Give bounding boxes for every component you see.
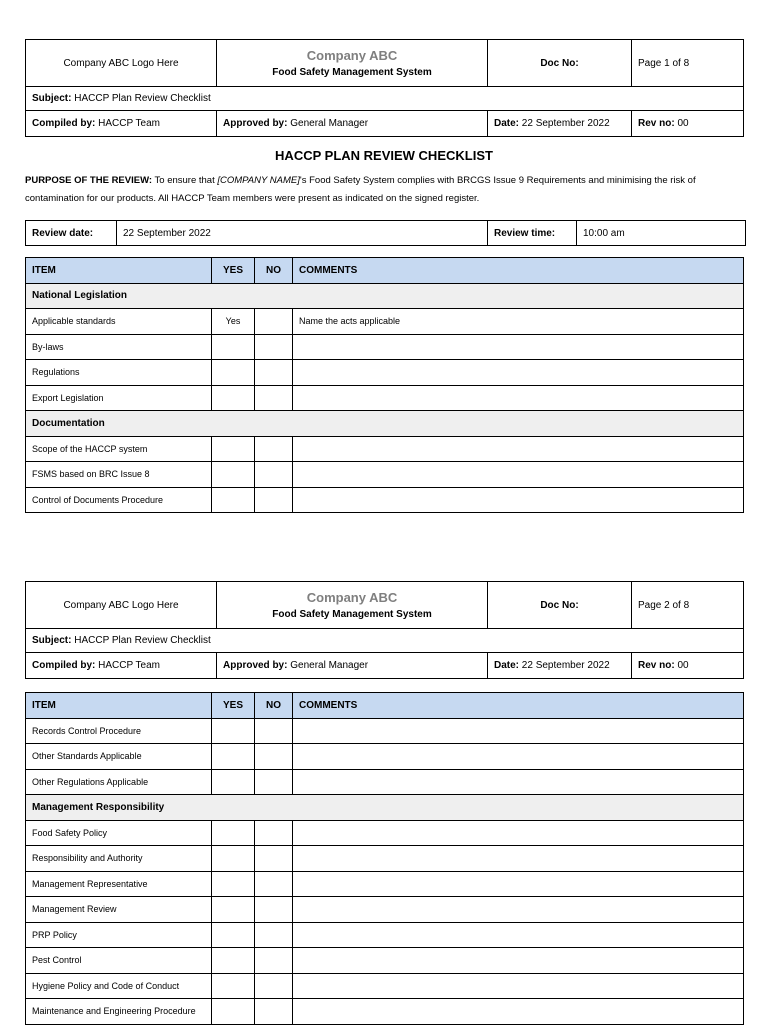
col-item-header: ITEM	[26, 258, 212, 284]
table-row	[26, 487, 744, 513]
section-title: Management Responsibility	[26, 795, 744, 821]
subject-value: HACCP Plan Review Checklist	[74, 93, 211, 104]
approved-cell	[217, 111, 488, 137]
col-yes-header: YES	[212, 258, 255, 284]
table-row	[26, 922, 744, 948]
comments-cell: Name the acts applicable	[293, 309, 744, 335]
comments-cell	[293, 973, 744, 999]
col-no-header: NO	[255, 693, 293, 719]
purpose-text-after: 's Food Safety System complies with BRCGS Issue 9 Requirements and minimising the risk of contamination for our products. All HACCP Team members were present as indicated on the signed register.	[25, 175, 696, 204]
no-cell	[255, 360, 293, 386]
yes-cell	[212, 436, 255, 462]
no-cell	[255, 948, 293, 974]
table-row	[26, 436, 744, 462]
compiled-value: HACCP Team	[98, 118, 160, 129]
table-row	[26, 769, 744, 795]
review-date-label: Review date:	[26, 221, 117, 246]
comments-cell	[293, 846, 744, 872]
date-cell	[488, 653, 632, 679]
item-cell: Records Control Procedure	[26, 718, 212, 744]
compiled-cell	[26, 653, 217, 679]
col-comments-header: COMMENTS	[293, 693, 744, 719]
item-cell: Responsibility and Authority	[26, 846, 212, 872]
checklist-table-page2	[25, 692, 744, 1025]
section-title: Documentation	[26, 411, 744, 437]
item-cell: Applicable standards	[26, 309, 212, 335]
yes-cell	[212, 897, 255, 923]
purpose-text-before: To ensure that	[154, 175, 215, 186]
col-yes-header: YES	[212, 693, 255, 719]
item-cell: By-laws	[26, 334, 212, 360]
review-info-table	[25, 220, 746, 246]
yes-cell	[212, 744, 255, 770]
compiled-cell	[26, 111, 217, 137]
item-cell: PRP Policy	[26, 922, 212, 948]
no-cell	[255, 769, 293, 795]
comments-cell	[293, 871, 744, 897]
approved-value: General Manager	[290, 118, 369, 129]
checklist-header-row	[26, 693, 744, 719]
table-row	[26, 948, 744, 974]
company-placeholder: [COMPANY NAME]	[217, 175, 300, 186]
approved-value: General Manager	[290, 660, 369, 671]
comments-cell	[293, 487, 744, 513]
section-title: National Legislation	[26, 283, 744, 309]
table-row	[26, 820, 744, 846]
date-label: Date:	[494, 660, 520, 671]
date-value: 22 September 2022	[521, 118, 610, 129]
table-row	[26, 973, 744, 999]
yes-cell: Yes	[212, 309, 255, 335]
comments-cell	[293, 718, 744, 744]
rev-value: 00	[677, 660, 689, 671]
section-row	[26, 795, 744, 821]
system-name: Food Safety Management System	[272, 609, 432, 620]
yes-cell	[212, 973, 255, 999]
checklist-table-page1	[25, 257, 744, 513]
yes-cell	[212, 820, 255, 846]
yes-cell	[212, 462, 255, 488]
yes-cell	[212, 922, 255, 948]
comments-cell	[293, 922, 744, 948]
table-row	[26, 360, 744, 386]
comments-cell	[293, 334, 744, 360]
no-cell	[255, 999, 293, 1025]
document-title: HACCP PLAN REVIEW CHECKLIST	[275, 148, 493, 163]
table-row	[26, 385, 744, 411]
col-comments-header: COMMENTS	[293, 258, 744, 284]
item-cell: Other Regulations Applicable	[26, 769, 212, 795]
yes-cell	[212, 769, 255, 795]
no-cell	[255, 846, 293, 872]
no-cell	[255, 744, 293, 770]
rev-label: Rev no:	[638, 660, 675, 671]
rev-cell	[632, 653, 744, 679]
subject-cell	[26, 629, 744, 653]
item-cell: Regulations	[26, 360, 212, 386]
item-cell: Hygiene Policy and Code of Conduct	[26, 973, 212, 999]
no-cell	[255, 436, 293, 462]
company-name: Company ABC	[306, 48, 398, 63]
table-row	[26, 999, 744, 1025]
item-cell: Food Safety Policy	[26, 820, 212, 846]
approved-cell	[217, 653, 488, 679]
item-cell: Management Review	[26, 897, 212, 923]
yes-cell	[212, 948, 255, 974]
subject-cell	[26, 87, 744, 111]
company-block	[217, 40, 488, 87]
yes-cell	[212, 334, 255, 360]
no-cell	[255, 462, 293, 488]
section-row	[26, 411, 744, 437]
review-time-label: Review time:	[488, 221, 577, 246]
item-cell: Management Representative	[26, 871, 212, 897]
yes-cell	[212, 846, 255, 872]
date-value: 22 September 2022	[521, 660, 610, 671]
comments-cell	[293, 360, 744, 386]
system-name: Food Safety Management System	[272, 67, 432, 78]
checklist-header-row	[26, 258, 744, 284]
comments-cell	[293, 948, 744, 974]
no-cell	[255, 820, 293, 846]
table-row	[26, 462, 744, 488]
subject-label: Subject:	[32, 635, 72, 646]
approved-label: Approved by:	[223, 118, 288, 129]
compiled-label: Compiled by:	[32, 118, 96, 129]
item-cell: Maintenance and Engineering Procedure	[26, 999, 212, 1025]
item-cell: Export Legislation	[26, 385, 212, 411]
logo-placeholder: Company ABC Logo Here	[26, 582, 217, 629]
col-no-header: NO	[255, 258, 293, 284]
table-row	[26, 846, 744, 872]
company-name: Company ABC	[306, 590, 398, 605]
item-cell: Other Standards Applicable	[26, 744, 212, 770]
table-row	[26, 897, 744, 923]
yes-cell	[212, 360, 255, 386]
date-label: Date:	[494, 118, 520, 129]
item-cell: Scope of the HACCP system	[26, 436, 212, 462]
no-cell	[255, 922, 293, 948]
rev-cell	[632, 111, 744, 137]
table-row	[26, 334, 744, 360]
subject-value: HACCP Plan Review Checklist	[74, 635, 211, 646]
no-cell	[255, 309, 293, 335]
purpose-paragraph	[25, 172, 743, 208]
comments-cell	[293, 462, 744, 488]
table-row	[26, 309, 744, 335]
comments-cell	[293, 897, 744, 923]
yes-cell	[212, 487, 255, 513]
yes-cell	[212, 718, 255, 744]
yes-cell	[212, 999, 255, 1025]
table-row	[26, 744, 744, 770]
comments-cell	[293, 744, 744, 770]
yes-cell	[212, 385, 255, 411]
yes-cell	[212, 871, 255, 897]
comments-cell	[293, 820, 744, 846]
no-cell	[255, 385, 293, 411]
review-time-value: 10:00 am	[577, 221, 746, 246]
doc-no-label: Doc No:	[488, 582, 632, 629]
date-cell	[488, 111, 632, 137]
no-cell	[255, 973, 293, 999]
page1-header-table	[25, 39, 744, 137]
logo-placeholder: Company ABC Logo Here	[26, 40, 217, 87]
review-date-value: 22 September 2022	[117, 221, 488, 246]
col-item-header: ITEM	[26, 693, 212, 719]
item-cell: Pest Control	[26, 948, 212, 974]
item-cell: FSMS based on BRC Issue 8	[26, 462, 212, 488]
company-block	[217, 582, 488, 629]
page2-header-table	[25, 581, 744, 679]
no-cell	[255, 334, 293, 360]
page-number: Page 2 of 8	[632, 582, 744, 629]
table-row	[26, 718, 744, 744]
comments-cell	[293, 385, 744, 411]
item-cell: Control of Documents Procedure	[26, 487, 212, 513]
comments-cell	[293, 769, 744, 795]
rev-value: 00	[677, 118, 689, 129]
no-cell	[255, 871, 293, 897]
doc-no-label: Doc No:	[488, 40, 632, 87]
page-number: Page 1 of 8	[632, 40, 744, 87]
no-cell	[255, 718, 293, 744]
comments-cell	[293, 436, 744, 462]
rev-label: Rev no:	[638, 118, 675, 129]
no-cell	[255, 487, 293, 513]
comments-cell	[293, 999, 744, 1025]
compiled-label: Compiled by:	[32, 660, 96, 671]
purpose-label: PURPOSE OF THE REVIEW:	[25, 175, 153, 186]
subject-label: Subject:	[32, 93, 72, 104]
section-row	[26, 283, 744, 309]
no-cell	[255, 897, 293, 923]
approved-label: Approved by:	[223, 660, 288, 671]
table-row	[26, 871, 744, 897]
compiled-value: HACCP Team	[98, 660, 160, 671]
